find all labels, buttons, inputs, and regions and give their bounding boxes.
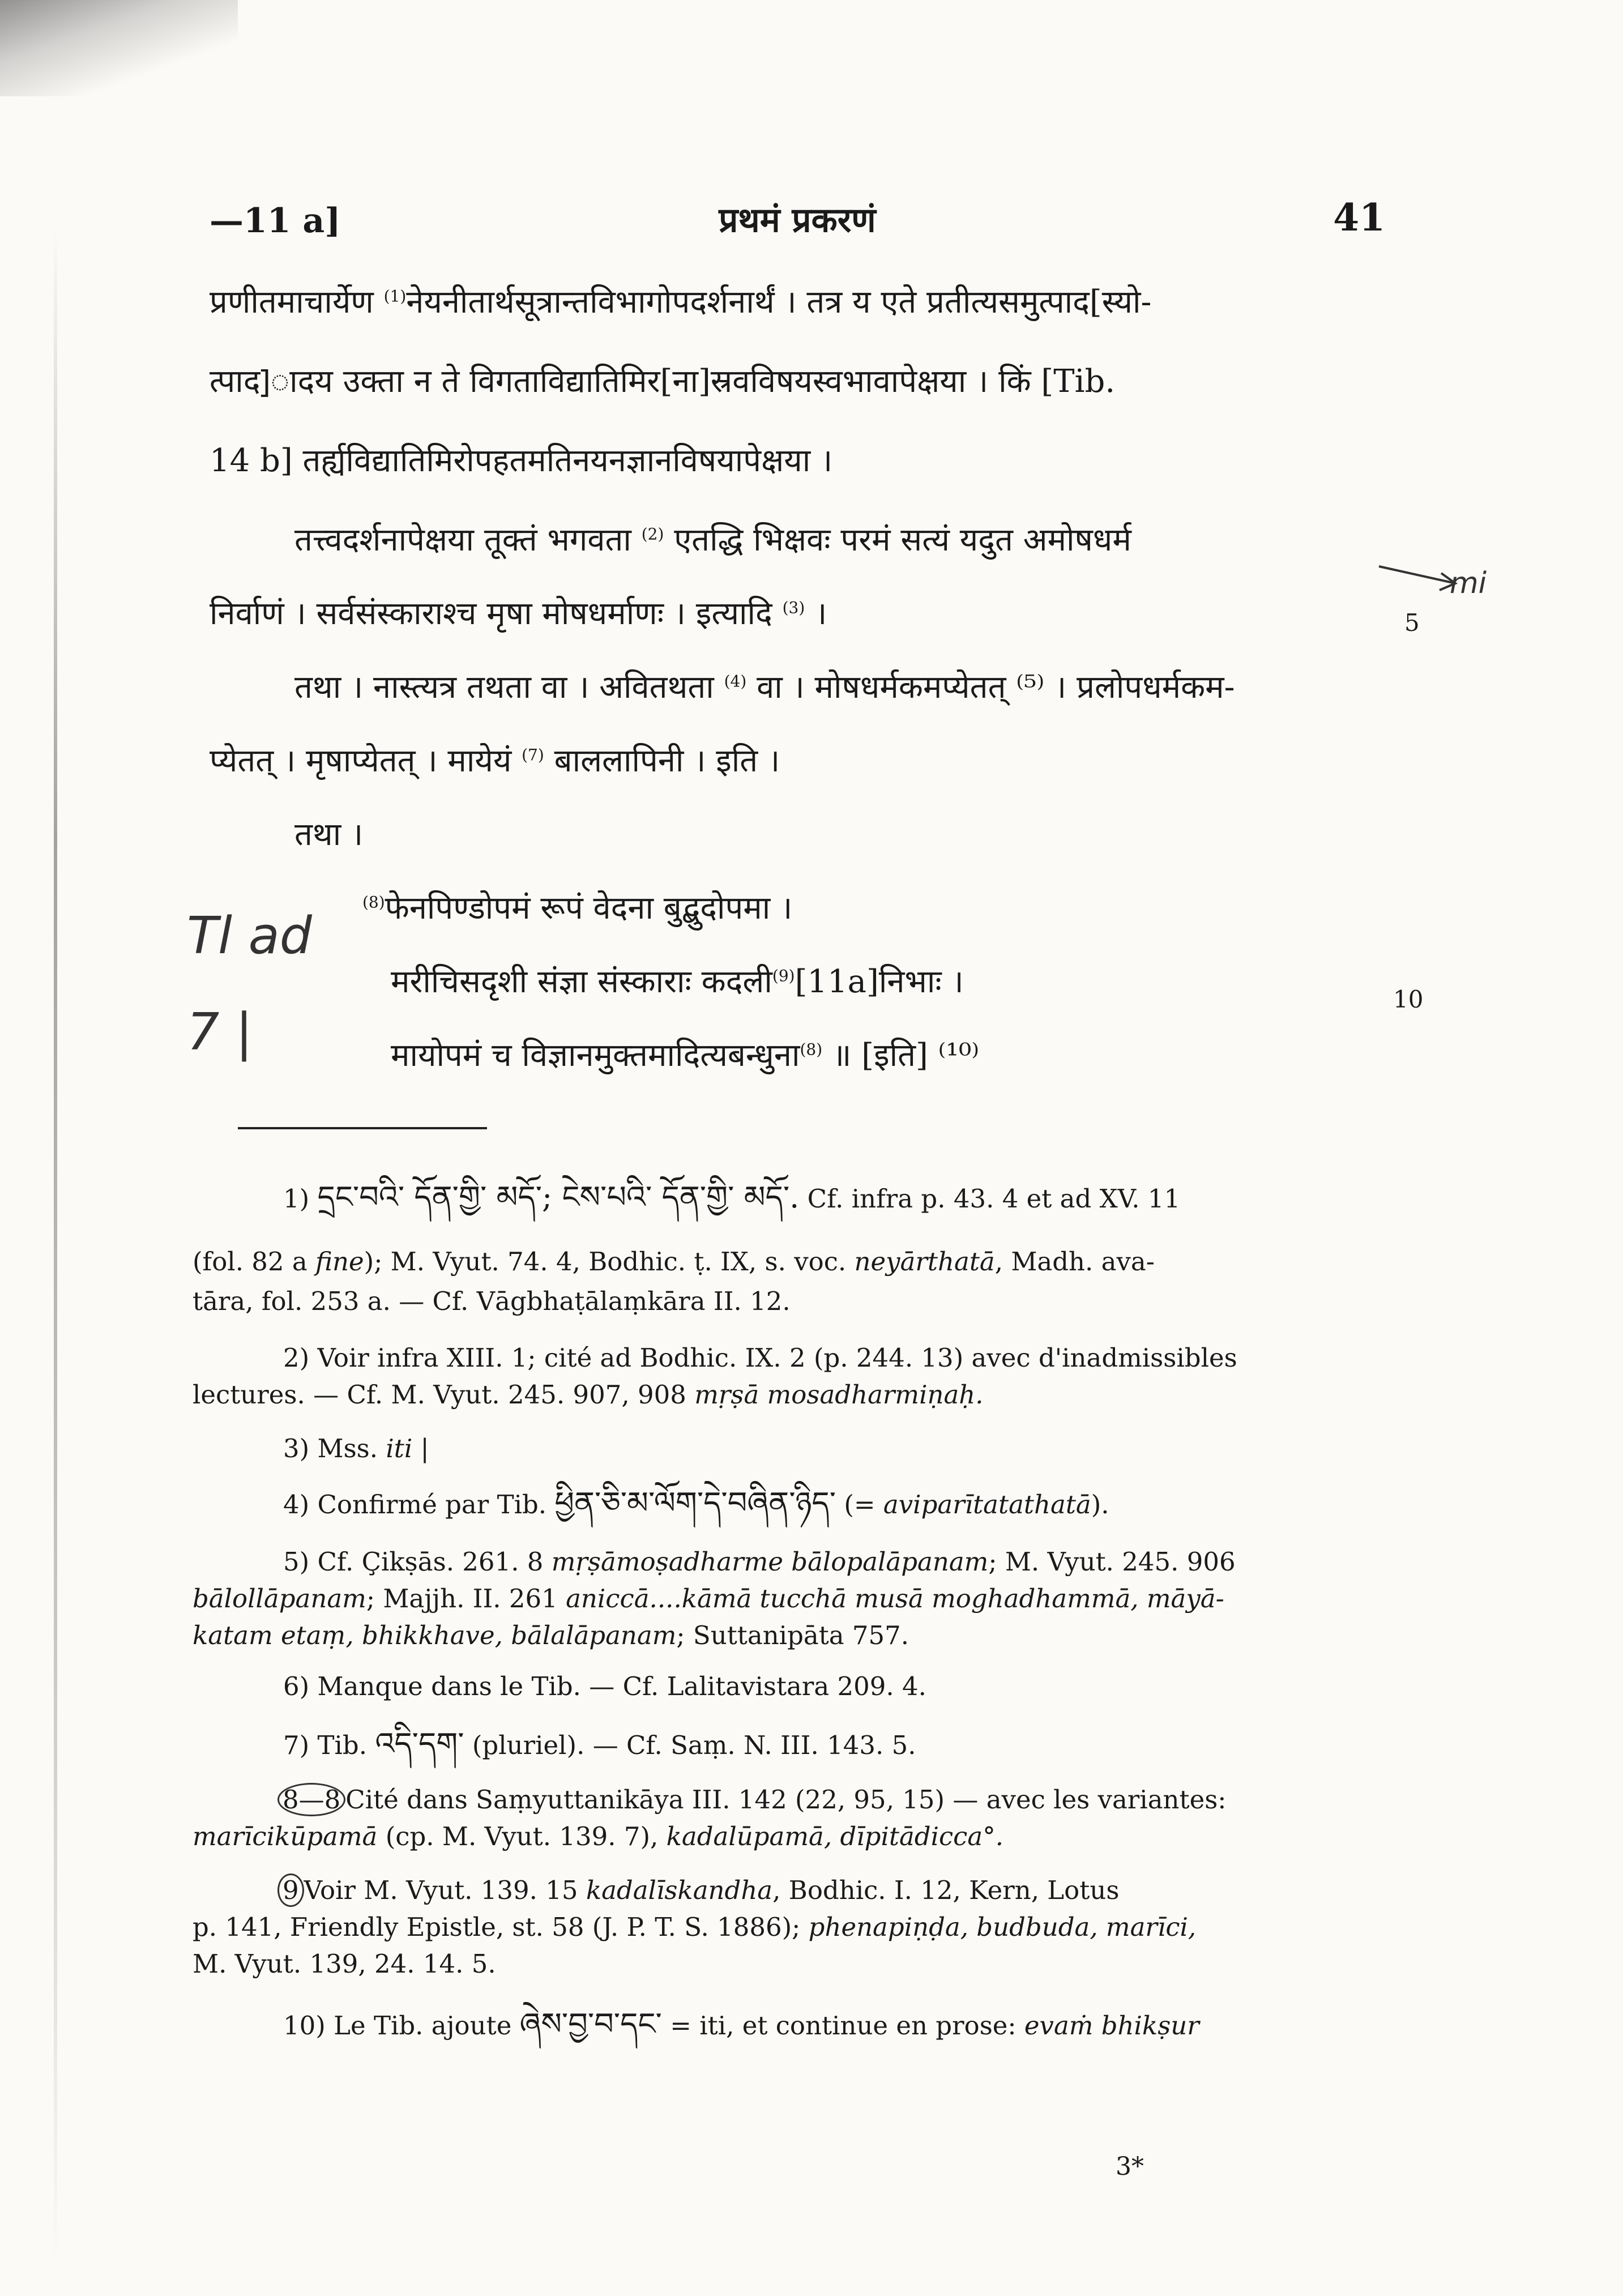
margin-note-left-top: Tl ad bbox=[187, 906, 312, 966]
footnote-5-cont: bālollāpanam; Majjh. II. 261 aniccā....kāmā tucchā musā moghadhammā, māyā- bbox=[193, 1584, 1224, 1614]
footnote-9-end: M. Vyut. 139, 24. 14. 5. bbox=[193, 1949, 496, 1979]
verse-line-3: मायोपमं च विज्ञानमुक्तमादित्यबन्धुना$^{(8)}$ ॥ [इति] ⁽¹⁰⁾ bbox=[391, 1037, 980, 1074]
margin-arrow-icon bbox=[1376, 561, 1489, 595]
footnote-6: 6) Manque dans le Tib. — Cf. Lalitavistara 209. 4. bbox=[283, 1671, 926, 1701]
text-line-5: निर्वाणं । सर्वसंस्काराश्च मृषा मोषधर्माणः । इत्यादि $^{(3)}$ । bbox=[210, 595, 827, 632]
footnote-2-cont: lectures. — Cf. M. Vyut. 245. 907, 908 mṛṣā mosadharmiṇaḥ. bbox=[193, 1380, 984, 1410]
verse-line-1: $^{(8)}$फेनपिण्डोपमं रूपं वेदना बुद्बुदोपमा । bbox=[362, 890, 793, 927]
binding-edge bbox=[54, 227, 57, 2265]
line-number-10: 10 bbox=[1393, 985, 1424, 1013]
printer-signature: 3* bbox=[1116, 2152, 1144, 2181]
text-line-3: 14 b] तर्ह्यविद्यातिमिरोपहतमतिनयनज्ञानविषयापेक्षया । bbox=[210, 442, 833, 479]
header-section-ref: —11 a] bbox=[210, 201, 341, 241]
text-line-7: प्येतत् । मृषाप्येतत् । मायेयं $^{(7)}$ बाललापिनी । इति । bbox=[210, 742, 780, 779]
footnote-1-end: tāra, fol. 253 a. — Cf. Vāgbhaṭālaṃkāra II. 12. bbox=[193, 1286, 791, 1316]
verse-line-2: मरीचिसदृशी संज्ञा संस्काराः कदली$^{(9)}$[11a]निभाः । bbox=[391, 963, 964, 1000]
text-line-6: तथा । नास्त्यत्र तथता वा । अवितथता $^{(4)}$ वा । मोषधर्मकमप्येतत् ⁽⁵⁾ । प्रलोपधर्मकम- bbox=[294, 669, 1235, 706]
margin-note-left-bottom: 7 | bbox=[187, 1002, 253, 1062]
page-number: 41 bbox=[1333, 195, 1385, 240]
footnote-8: 8—8 Cité dans Saṃyuttanikāya III. 142 (22, 95, 15) — avec les variantes: bbox=[277, 1784, 1226, 1816]
footnote-1: 1) དྲང་བའི་ དོན་གྱི་ མདོ་; ངེས་པའི་ དོན་གྱི་ མདོ་. Cf. infra p. 43. 4 et ad XV. 11 bbox=[283, 1179, 1181, 1215]
text-line-2: त्पाद]ादय उक्ता न ते विगताविद्यातिमिर[ना]स्रवविषयस्वभावापेक्षया । किं [Tib. bbox=[210, 363, 1116, 400]
line-number-5: 5 bbox=[1404, 609, 1420, 637]
footnote-3: 3) Mss. iti | bbox=[283, 1433, 429, 1463]
text-line-1: प्रणीतमाचार्येण $^{(1)}$नेयनीतार्थसूत्रान्तविभागोपदर्शनार्थं । तत्र य एते प्रतीत्यसमुत्पाद[स्यो- bbox=[210, 284, 1152, 321]
footnote-10: 10) Le Tib. ajoute ཞེས་བྱ་བ་དང་ = iti, et continue en prose: evaṁ bhikṣur bbox=[283, 2006, 1199, 2042]
footnote-5-end: katam etaṃ, bhikkhave, bālalāpanam; Suttanipāta 757. bbox=[193, 1620, 909, 1650]
footnote-9: 9 Voir M. Vyut. 139. 15 kadalīskandha, Bodhic. I. 12, Kern, Lotus bbox=[277, 1875, 1119, 1906]
footnote-2: 2) Voir infra XIII. 1; cité ad Bodhic. IX. 2 (p. 244. 13) avec d'inadmissibles bbox=[283, 1343, 1237, 1373]
header-chapter-title: प्रथमं प्रकरणं bbox=[719, 200, 876, 240]
footnote-9-cont: p. 141, Friendly Epistle, st. 58 (J. P. T. S. 1886); phenapiṇḍa, budbuda, marīci, bbox=[193, 1912, 1197, 1942]
footnote-7: 7) Tib. འདི་དག་ (pluriel). — Cf. Saṃ. N. III. 143. 5. bbox=[283, 1726, 916, 1761]
footnote-4: 4) Confirmé par Tib. ཕྱིན་ཅི་མ་ལོག་དེ་བཞིན་ཉིད་ (= aviparītatathatā). bbox=[283, 1485, 1109, 1521]
text-line-8: तथा । bbox=[294, 816, 364, 853]
page-header bbox=[210, 195, 1385, 246]
margin-note-right: mi bbox=[1450, 566, 1487, 600]
footnote-1-cont: (fol. 82 a fine); M. Vyut. 74. 4, Bodhic. ṭ. IX, s. voc. neyārthatā, Madh. ava- bbox=[193, 1247, 1155, 1277]
footnote-8-cont: marīcikūpamā (cp. M. Vyut. 139. 7), kadalūpamā, dīpitādicca°. bbox=[193, 1821, 1004, 1851]
text-line-4: तत्त्वदर्शनापेक्षया तूक्तं भगवता $^{(2)}$ एतद्धि भिक्षवः परमं सत्यं यदुत अमोषधर्म bbox=[294, 522, 1131, 558]
footnote-rule bbox=[238, 1127, 487, 1129]
footnote-5: 5) Cf. Çikṣās. 261. 8 mṛṣāmoṣadharme bālopalāpanam; M. Vyut. 245. 906 bbox=[283, 1547, 1236, 1577]
scan-shadow bbox=[0, 0, 238, 96]
